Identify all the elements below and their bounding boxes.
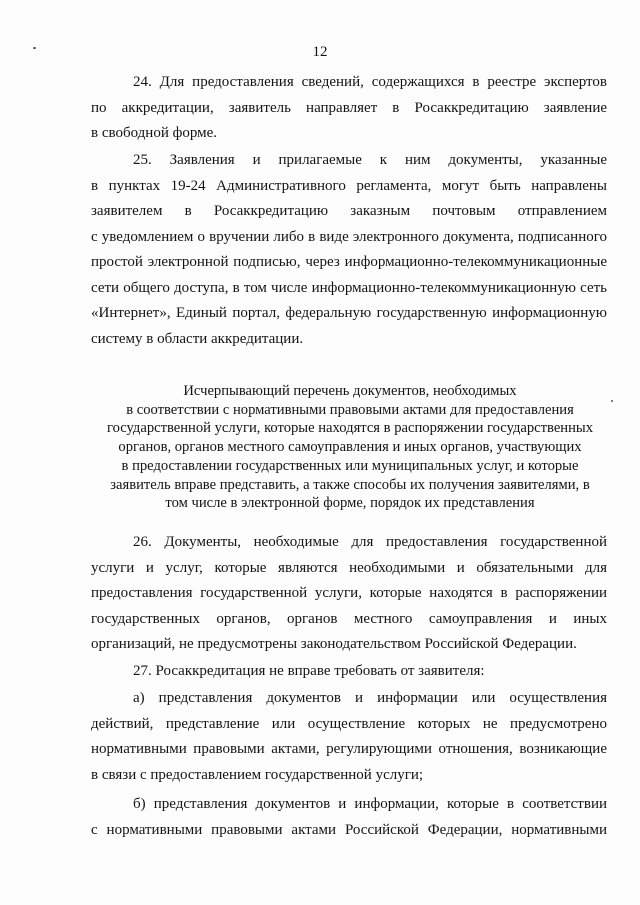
paragraph-25 <box>91 148 607 352</box>
heading-line: в соответствии с нормативными правовыми актами для предоставления <box>126 401 574 418</box>
section-heading <box>80 382 620 513</box>
paragraph-line: б) представления документов и информации, которые в соответствии <box>133 796 607 812</box>
paragraph-line: в пунктах 19-24 Административного регламента, могут быть направлены <box>91 177 607 194</box>
heading-line: органов, органов местного самоуправления и иных органов, участвующих <box>118 439 582 456</box>
paragraph-line: с уведомлением о вручении либо в виде электронного документа, подписанного <box>91 228 607 245</box>
paragraph-27 <box>91 659 607 685</box>
paragraph-line: заявителем в Росаккредитацию заказным почтовым отправлением <box>91 203 607 219</box>
page-number: 12 <box>312 44 328 60</box>
paragraph-line: «Интернет», Единый портал, федеральную государственную информационную <box>91 305 607 321</box>
paragraph-line: предоставления государственной услуги, которые находятся в распоряжении <box>91 585 607 601</box>
paragraph-line: 27. Росаккредитация не вправе требовать от заявителя: <box>133 663 485 679</box>
paragraph-line: 25. Заявления и прилагаемые к ним документы, указанные <box>133 152 607 168</box>
paragraph-line: в связи с предоставлением государственной услуги; <box>91 766 424 783</box>
paragraph-line: нормативными правовыми актами, регулирующими отношения, возникающие <box>91 741 607 757</box>
heading-line: в предоставлении государственных или муниципальных услуг, и которые <box>121 457 579 474</box>
paragraph-line: 24. Для предоставления сведений, содержащихся в реестре экспертов <box>133 74 607 90</box>
paragraph-line: по аккредитации, заявитель направляет в Росаккредитацию заявление <box>91 99 607 116</box>
paragraph-line: а) представления документов и информации или осуществления <box>133 690 607 706</box>
paragraph-line: сети общего доступа, в том числе информационно-телекоммуникационную сеть <box>91 279 607 296</box>
paragraph-line: действий, представление или осуществление которых не предусмотрено <box>91 715 607 732</box>
paragraph-line: 26. Документы, необходимые для предоставления государственной <box>133 534 607 550</box>
paragraph-line: систему в области аккредитации. <box>91 330 304 347</box>
paragraph-27b <box>91 792 607 843</box>
heading-line: Исчерпывающий перечень документов, необходимых <box>183 383 517 399</box>
paragraph-24 <box>91 70 607 147</box>
paragraph-line: в свободной форме. <box>91 125 217 141</box>
paragraph-27a <box>91 686 607 788</box>
paragraph-line: простой электронной подписью, через информационно-телекоммуникационные <box>91 254 607 270</box>
heading-line: заявитель вправе представить, а также способы их получения заявителями, в <box>110 476 590 493</box>
paragraph-26 <box>91 530 607 658</box>
paragraph-line: с нормативными правовыми актами Российской Федерации, нормативными <box>91 821 607 838</box>
paragraph-line: услуги и услуг, которые являются необходимыми и обязательными для <box>91 559 607 576</box>
heading-line: том числе в электронной форме, порядок их представления <box>165 495 535 512</box>
heading-line: государственной услуги, которые находятся в распоряжении государственных <box>106 420 594 437</box>
paragraph-line: организаций, не предусмотрены законодательством Российской Федерации. <box>91 636 577 652</box>
paragraph-line: государственных органов, органов местного самоуправления и иных <box>91 610 607 627</box>
